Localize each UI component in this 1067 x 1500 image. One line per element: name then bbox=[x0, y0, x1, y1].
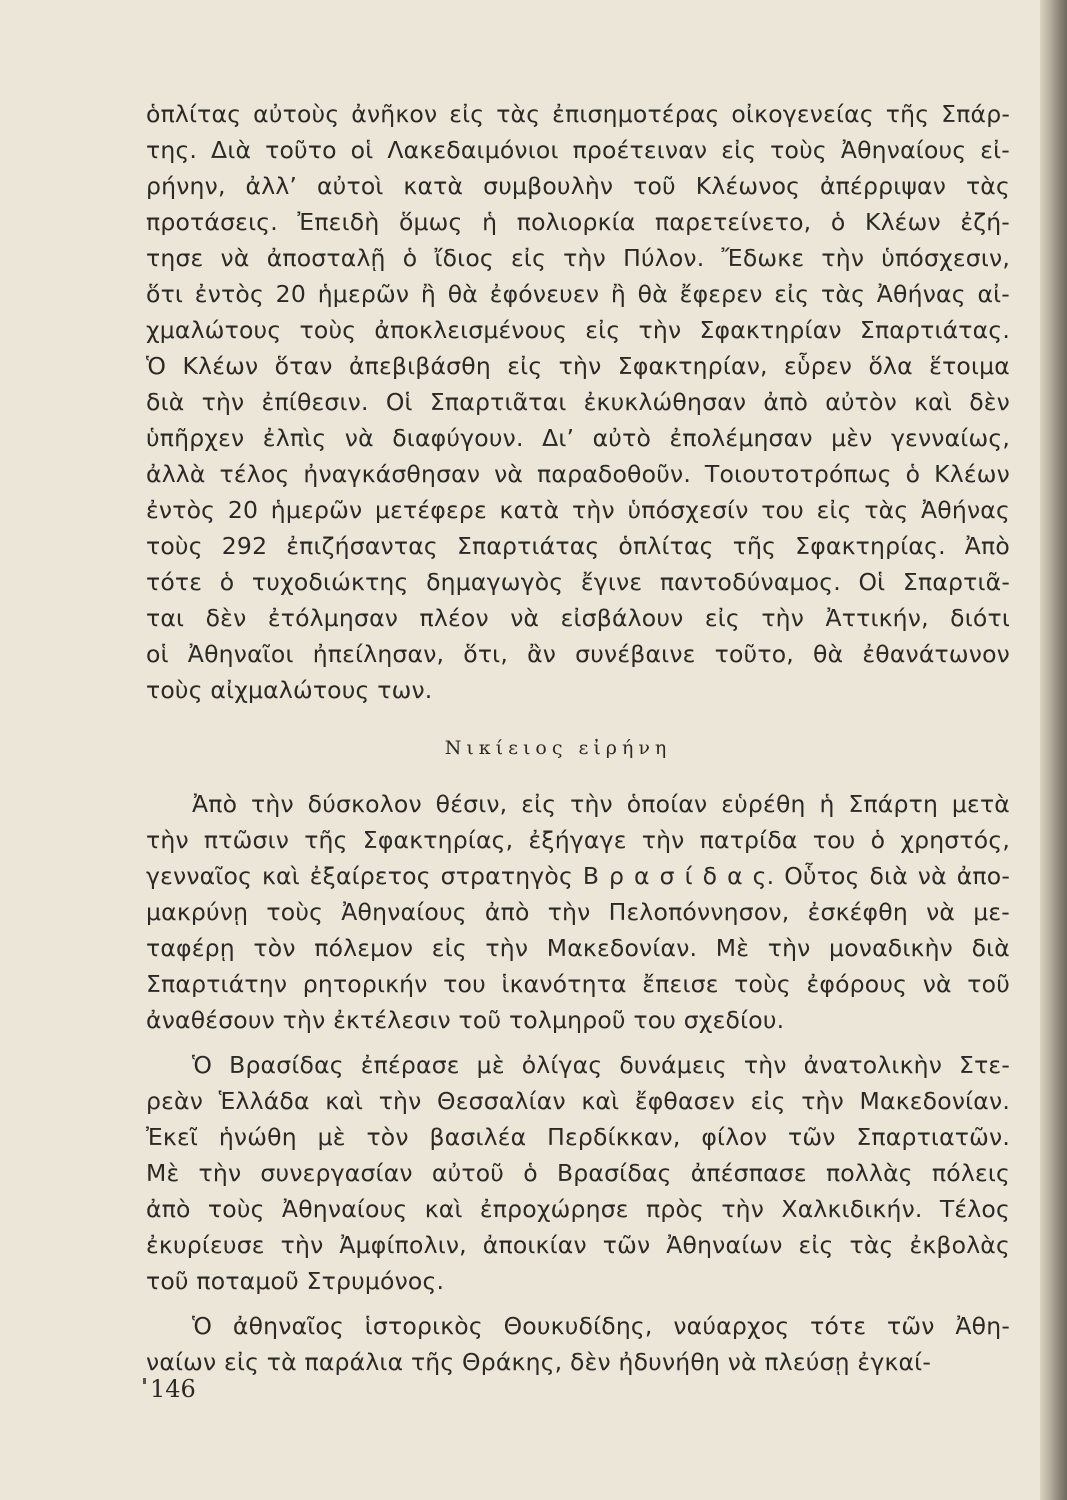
text-line: τοῦ ποταμοῦ Στρυμόνος. bbox=[146, 1267, 445, 1295]
text-line: ρήνην, ἀλλ’ αὐτοὶ κατὰ συμβουλὴν τοῦ Κλέωνος ἀπέρριψαν τὰς bbox=[146, 172, 1010, 200]
text-line: ται δὲν ἐτόλμησαν πλέον νὰ εἰσβάλουν εἰς τὴν Ἀττικήν, διότι bbox=[146, 604, 1010, 632]
text-line: ναίων εἰς τὰ παράλια τῆς Θράκης, δὲν ἠδυνήθη νὰ πλεύσῃ ἐγκαί- bbox=[146, 1348, 932, 1376]
text-line: ὁπλίτας αὐτοὺς ἀνῆκον εἰς τὰς ἐπισημοτέρας οἰκογενείας τῆς Σπάρ- bbox=[146, 100, 1010, 128]
section-heading: Νικίειος εἰρήνη bbox=[444, 737, 672, 759]
page-number: 146 bbox=[150, 1375, 196, 1403]
text-line: ἐντὸς 20 ἡμερῶν μετέφερε κατὰ τὴν ὑπόσχεσίν του εἰς τὰς Ἀθήνας bbox=[146, 496, 1010, 524]
text-line: ταφέρῃ τὸν πόλεμον εἰς τὴν Μακεδονίαν. Μὲ τὴν μοναδικὴν διὰ bbox=[146, 934, 1010, 962]
paragraph-4 bbox=[146, 1308, 1010, 1380]
text-line: προτάσεις. Ἐπειδὴ ὅμως ἡ πολιορκία παρετείνετο, ὁ Κλέων ἐζή- bbox=[146, 208, 1010, 236]
text-line: Ὁ ἀθηναῖος ἱστορικὸς Θουκυδίδης, ναύαρχος τότε τῶν Ἀθη- bbox=[192, 1312, 1010, 1340]
text-line: μακρύνῃ τοὺς Ἀθηναίους ἀπὸ τὴν Πελοπόννησον, ἐσκέφθη νὰ με- bbox=[146, 898, 1010, 926]
text-line: τότε ὁ τυχοδιώκτης δημαγωγὸς ἔγινε παντοδύναμος. Οἱ Σπαρτιᾶ- bbox=[146, 568, 1010, 596]
text-line: ἐκυρίευσε τὴν Ἀμφίπολιν, ἀποικίαν τῶν Ἀθηναίων εἰς τὰς ἐκβολὰς bbox=[146, 1231, 1010, 1259]
paragraph-3 bbox=[146, 1047, 1010, 1299]
book-binding-edge bbox=[1040, 0, 1067, 1500]
text-line: ἀλλὰ τέλος ἠναγκάσθησαν νὰ παραδοθοῦν. Τοιουτοτρόπως ὁ Κλέων bbox=[146, 460, 1010, 488]
text-line: Ὁ Κλέων ὅταν ἀπεβιβάσθη εἰς τὴν Σφακτηρίαν, εὗρεν ὅλα ἕτοιμα bbox=[146, 352, 1010, 380]
text-line: ἀπὸ τοὺς Ἀθηναίους καὶ ἐπροχώρησε πρὸς τὴν Χαλκιδικήν. Τέλος bbox=[146, 1195, 1010, 1223]
text-line: Ὁ Βρασίδας ἐπέρασε μὲ ὀλίγας δυνάμεις τὴν ἀνατολικὴν Στε- bbox=[192, 1051, 1010, 1079]
text-line: χμαλώτους τοὺς ἀποκλεισμένους εἰς τὴν Σφακτηρίαν Σπαρτιάτας. bbox=[146, 316, 1010, 344]
text-line: ὑπῆρχεν ἐλπὶς νὰ διαφύγουν. Δι’ αὐτὸ ἐπολέμησαν μὲν γενναίως, bbox=[146, 424, 1010, 452]
text-line: της. Διὰ τοῦτο οἱ Λακεδαιμόνιοι προέτειναν εἰς τοὺς Ἀθηναίους εἰ- bbox=[146, 136, 1010, 164]
text-line: γενναῖος καὶ ἐξαίρετος στρατηγὸς Β ρ α σ ί δ α ς. Οὗτος διὰ νὰ ἀπο- bbox=[146, 862, 1010, 890]
text-line: διὰ τὴν ἐπίθεσιν. Οἱ Σπαρτιᾶται ἐκυκλώθησαν ἀπὸ αὐτὸν καὶ δὲν bbox=[146, 388, 1010, 416]
text-line: Σπαρτιάτην ρητορικήν του ἱκανότητα ἔπεισε τοὺς ἐφόρους νὰ τοῦ bbox=[146, 970, 1010, 998]
text-line: τοὺς αἰχμαλώτους των. bbox=[146, 676, 433, 704]
text-line: ὅτι ἐντὸς 20 ἡμερῶν ἢ θὰ ἐφόνευεν ἢ θὰ ἔφερεν εἰς τὰς Ἀθήνας αἰ- bbox=[146, 280, 1010, 308]
text-line: τοὺς 292 ἐπιζήσαντας Σπαρτιάτας ὁπλίτας τῆς Σφακτηρίας. Ἀπὸ bbox=[146, 532, 1010, 560]
text-line: ρεὰν Ἑλλάδα καὶ τὴν Θεσσαλίαν καὶ ἔφθασεν εἰς τὴν Μακεδονίαν. bbox=[146, 1087, 1010, 1115]
text-line: Ἀπὸ τὴν δύσκολον θέσιν, εἰς τὴν ὁποίαν εὑρέθη ἡ Σπάρτη μετὰ bbox=[192, 790, 1010, 818]
text-line: τὴν πτῶσιν τῆς Σφακτηρίας, ἐξήγαγε τὴν πατρίδα του ὁ χρηστός, bbox=[146, 826, 1010, 854]
text-line: οἱ Ἀθηναῖοι ἠπείλησαν, ὅτι, ἂν συνέβαινε τοῦτο, θὰ ἐθανάτωνον bbox=[146, 640, 1010, 668]
text-line: ἀναθέσουν τὴν ἐκτέλεσιν τοῦ τολμηροῦ του σχεδίου. bbox=[146, 1006, 785, 1034]
paragraph-1 bbox=[146, 96, 1010, 708]
paragraph-2 bbox=[146, 786, 1010, 1038]
text-line: Μὲ τὴν συνεργασίαν αὐτοῦ ὁ Βρασίδας ἀπέσπασε πολλὰς πόλεις bbox=[146, 1159, 1010, 1187]
text-line: τησε νὰ ἀποσταλῇ ὁ ἴδιος εἰς τὴν Πύλον. Ἔδωκε τὴν ὑπόσχεσιν, bbox=[146, 244, 1010, 272]
page-text bbox=[146, 96, 1010, 1380]
text-line: Ἐκεῖ ἡνώθη μὲ τὸν βασιλέα Περδίκκαν, φίλον τῶν Σπαρτιατῶν. bbox=[146, 1123, 1010, 1151]
print-mark bbox=[143, 1378, 146, 1384]
